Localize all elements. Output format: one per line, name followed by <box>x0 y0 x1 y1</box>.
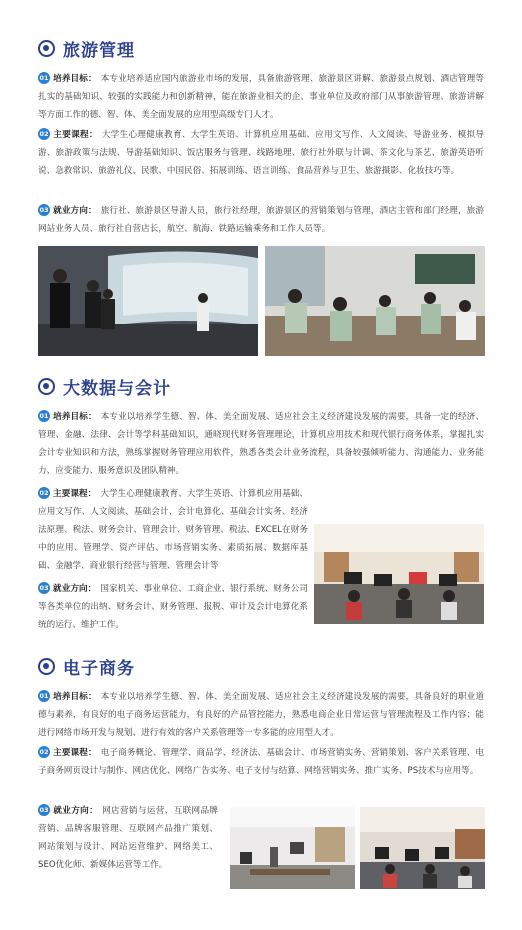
number-badge-icon: 01 <box>39 74 49 82</box>
photo-accounting-computer-lab <box>314 524 484 624</box>
item-label: 主要课程： <box>53 748 97 758</box>
number-badge-icon: 03 <box>39 806 49 814</box>
item-text: 本专业培养适应国内旅游业市场的发展，具备旅游管理、旅游景区讲解、旅游景点规划、酒店管理等扎实的基础知识、较强的实践能力和创新精神，能在旅游业相关的企、事业单位及政府部门从事旅游管理、旅游讲解等方面工作的德、智、体、美全面发展的应用型高级专门人才。 <box>38 74 484 120</box>
number-badge-icon: 02 <box>39 489 49 497</box>
item-label: 主要课程： <box>53 130 98 140</box>
item-label: 培养目标： <box>53 412 97 422</box>
item-text: 大学生心理健康教育、大学生英语、计算机应用基础、应用文写作、人文阅读、基础会计、会计电算化、基础会计实务、经济法原理、税法、财务会计、管理会计、财务管理、税法、EXCEL在财务中的应用、管理学、资产评估、市场营销实务、素质拓展、数据库基础、金融学、商业银行经营与管理、管理会计等 <box>38 489 308 571</box>
item-text: 旅行社、旅游景区导游人员，旅行社经理，旅游景区的营销策划与管理，酒店主管和部门经理，旅游网站业务人员、旅行社自营店长，航空、航海、铁路运输乘务和工作人员等。 <box>38 206 484 234</box>
item-label: 培养目标： <box>53 74 97 84</box>
section-title-ecommerce <box>38 652 135 680</box>
circle-bullet-icon <box>38 658 55 675</box>
circle-bullet-icon <box>38 40 55 57</box>
section-heading: 旅游管理 <box>63 40 135 61</box>
photo-tourism-classroom <box>265 246 485 356</box>
paragraph-courses <box>38 485 308 575</box>
item-label: 就业方向： <box>53 206 97 216</box>
number-badge-icon: 01 <box>39 412 49 420</box>
item-text: 网店营销与运营、互联网品牌营销、品牌客服管理、互联网产品推广策划、网站策划与设计、网站运营维护、网络美工、SEO优化师、新媒体运营等工作。 <box>38 806 218 870</box>
section-title-accounting <box>38 372 171 400</box>
section-heading: 电子商务 <box>63 658 135 679</box>
item-text: 国家机关、事业单位、工商企业、银行系统、财务公司等各类单位的出纳、财务会计、财务管理、报税、审计及会计电算化系统的运行、维护工作。 <box>38 584 308 630</box>
section-tourism <box>0 0 522 360</box>
paragraph-career <box>38 202 484 238</box>
section-accounting <box>0 370 522 640</box>
section-heading: 大数据与会计 <box>63 378 171 399</box>
paragraph-courses <box>38 744 484 780</box>
number-badge-icon: 02 <box>39 130 49 138</box>
number-badge-icon: 03 <box>39 206 49 214</box>
item-text: 电子商务概论、管理学、商品学、经济法、基础会计、市场营销实务、营销策划、客户关系管理、电子商务网页设计与制作、网店优化、网络广告实务、电子支付与结算、网络营销实务、推广实务、PS技术与应用等。 <box>38 748 484 776</box>
number-badge-icon: 02 <box>39 748 49 756</box>
item-label: 就业方向： <box>53 806 99 816</box>
item-text: 大学生心理健康教育、大学生英语、计算机应用基础、应用文写作、人文阅读、导游业务、模拟导游、旅游政策与法规、导游基础知识、饭店服务与管理、线路地理、旅行社外联与计调、茶文化与茶艺、旅游英语听说、急救常识、旅游礼仪、民歌、中国民俗、拓展训练、语言训练、食品营养与卫生、旅游摄影、化妆技巧等。 <box>38 130 484 176</box>
item-label: 就业方向： <box>53 584 97 594</box>
paragraph-career <box>38 802 218 874</box>
section-ecommerce <box>0 652 522 930</box>
photo-ecommerce-studio <box>230 807 355 889</box>
item-label: 主要课程： <box>53 489 97 499</box>
number-badge-icon: 01 <box>39 692 49 700</box>
section-title-tourism <box>38 34 135 62</box>
paragraph-career <box>38 580 308 634</box>
paragraph-courses <box>38 126 484 180</box>
paragraph-goal <box>38 408 484 480</box>
item-text: 本专业以培养学生德、智、体、美全面发展、适应社会主义经济建设发展的需要，具备良好的职业道德与素养，有良好的电子商务运营能力，有良好的产品管控能力，熟悉电商企业日常运营与管理流程及工作内容；能进行网络市场开发与规划、进行有效的客户关系管理等一专多能的应用型人才。 <box>38 692 484 738</box>
photo-ecommerce-lab <box>360 807 485 889</box>
item-text: 本专业以培养学生德、智、体、美全面发展、适应社会主义经济建设发展的需要，具备一定的经济、管理、金融、法律、会计等学科基础知识，通晓现代财务管理理论，计算机应用技术和现代银行商务体系，掌握扎实会计专业知识和方法，熟练掌握财务管理应用软件，熟悉各类会计业务流程，具备较强倾听能力、沟通能力、业务能力、应变能力、服务意识及团队精神。 <box>38 412 484 476</box>
item-label: 培养目标： <box>53 692 97 702</box>
paragraph-goal <box>38 688 484 742</box>
photo-tourism-presentation <box>38 246 258 356</box>
paragraph-goal <box>38 70 484 124</box>
circle-bullet-icon <box>38 378 55 395</box>
number-badge-icon: 03 <box>39 584 49 592</box>
